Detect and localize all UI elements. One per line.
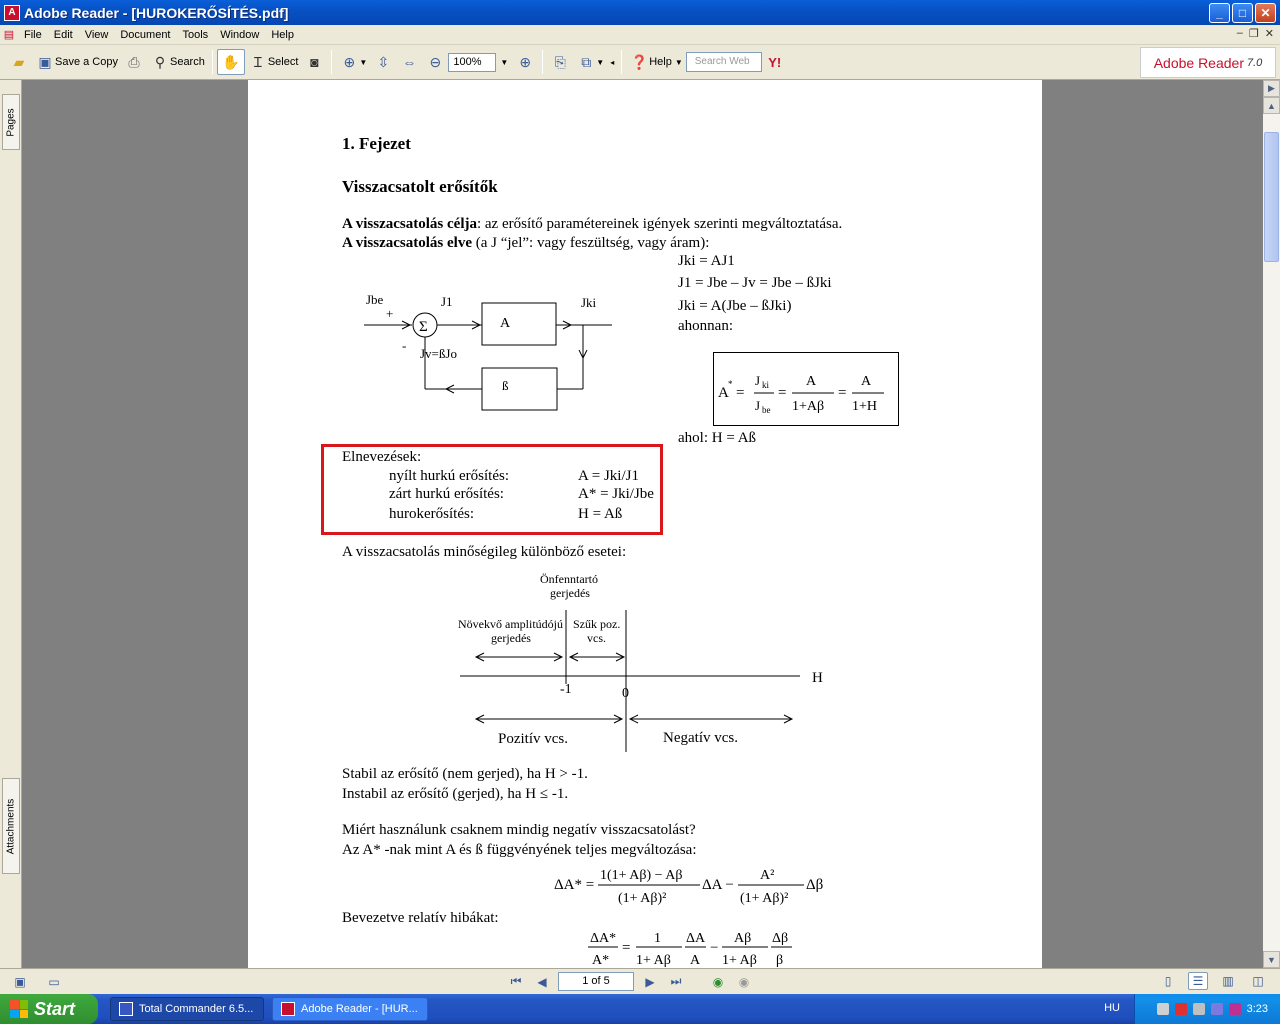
svg-text:Δβ: Δβ — [772, 931, 789, 946]
svg-text:−: − — [710, 940, 719, 956]
diagram-beta-block: ß — [502, 378, 509, 393]
svg-text:ΔA: ΔA — [686, 931, 706, 946]
toolbar — [0, 45, 1280, 80]
svg-text:A: A — [861, 374, 872, 389]
stable-text: Stabil az erősítő (nem gerjed), ha H > -1. — [342, 766, 588, 782]
svg-text:1+ Aβ: 1+ Aβ — [722, 953, 757, 968]
svg-text:(1+ Aβ)²: (1+ Aβ)² — [618, 891, 667, 906]
go-forward-icon[interactable]: ◉ — [738, 974, 750, 989]
aim-text: : az erősítő paramétereinek igények szerinti megváltoztatása. — [476, 216, 843, 232]
security-icon[interactable] — [1175, 1003, 1187, 1015]
principle-text: (a J “jel”: vagy feszültség, vagy áram): — [471, 235, 710, 251]
growing-label-1: Növekvő amplitúdójú — [458, 617, 563, 631]
svg-text:A²: A² — [760, 868, 775, 883]
adobe-reader-logo — [1140, 47, 1276, 78]
diagram-jbe-label: Jbe — [366, 292, 384, 307]
scroll-up-icon[interactable]: ▲ — [1263, 97, 1280, 114]
brand-version: 7.0 — [1247, 56, 1263, 69]
menu-document[interactable]: Document — [120, 28, 171, 41]
svg-text:A: A — [690, 953, 701, 968]
positive-feedback-label: Pozitív vcs. — [498, 731, 568, 747]
text-cursor-icon: Ɪ — [253, 53, 262, 70]
svg-text:ki: ki — [762, 380, 770, 390]
svg-text:=: = — [778, 385, 787, 401]
section-heading: Visszacsatolt erősítők — [342, 177, 498, 196]
axis-minus-one: -1 — [560, 682, 572, 697]
select-tool-button[interactable] — [245, 49, 302, 75]
chevron-down-icon: ▼ — [674, 57, 683, 67]
help-icon: ❓ — [630, 53, 648, 70]
aim-line — [342, 216, 842, 233]
brand-name: Adobe Reader — [1153, 54, 1244, 71]
diagram-jki-label: Jki — [581, 295, 597, 310]
principle-line — [342, 235, 709, 252]
attachments-tab[interactable] — [2, 778, 20, 874]
doc-restore-icon[interactable]: ❐ — [1248, 28, 1259, 40]
naming-label-closed: zárt hurkú erősítés: — [389, 486, 504, 502]
printer-icon: ⎙ — [128, 53, 140, 70]
growing-label-2: gerjedés — [491, 631, 531, 645]
print-button[interactable] — [121, 49, 147, 75]
pdf-page — [248, 80, 1042, 968]
svg-text:1+Aβ: 1+Aβ — [792, 399, 825, 414]
svg-text:=: = — [736, 385, 745, 401]
total-change-text: Az A* -nak mint A és ß függvényének teljes megváltozása: — [342, 842, 697, 858]
naming-value-open: A = Jki/J1 — [578, 468, 639, 484]
attachments-tab-label: Attachments — [5, 798, 17, 854]
toolbar-separator — [621, 50, 622, 74]
feedback-block-diagram — [358, 290, 618, 420]
taskbar-adobe-reader[interactable] — [272, 997, 428, 1021]
title-bar — [0, 0, 1280, 25]
save-copy-label: Save a Copy — [55, 56, 118, 68]
svg-text:Σ: Σ — [419, 319, 428, 335]
magnifier-icon: ⊕ — [343, 53, 356, 70]
folder-icon: ▰ — [13, 53, 25, 70]
svg-text:=: = — [838, 385, 847, 401]
svg-text:J: J — [755, 398, 761, 413]
ahol-text: ahol: H = Aß — [678, 430, 757, 446]
aim-bold: A visszacsatolás célja — [342, 216, 477, 232]
svg-text:Δβ: Δβ — [806, 877, 824, 893]
facing-icon[interactable]: ◫ — [1252, 974, 1264, 988]
scroll-right-icon[interactable]: ▶ — [1263, 80, 1280, 97]
diagram-jv-label: Jv=ßJo — [420, 346, 457, 361]
equation-1: Jki = AJ1 — [678, 253, 735, 269]
svg-text:A: A — [806, 374, 817, 389]
network-icon[interactable] — [1157, 1003, 1169, 1015]
hand-icon: ✋ — [222, 53, 240, 70]
taskbar — [0, 994, 1280, 1024]
closed-loop-gain-formula — [714, 353, 898, 425]
start-button[interactable] — [0, 994, 98, 1024]
task2-label: Adobe Reader - [HUR... — [301, 1003, 418, 1015]
single-page-icon[interactable]: ▯ — [1164, 974, 1172, 988]
taskbar-total-commander[interactable] — [110, 997, 264, 1021]
menu-view[interactable]: View — [84, 28, 109, 41]
bluetooth-icon[interactable] — [1229, 1003, 1241, 1015]
axis-zero: 0 — [622, 686, 629, 701]
diagram-j1-label: J1 — [441, 294, 453, 309]
menu-bar — [0, 25, 1280, 45]
continuous-icon[interactable]: ☰ — [1188, 972, 1208, 990]
search-web-input[interactable]: Search Web — [686, 52, 762, 72]
svg-text:1: 1 — [654, 931, 661, 946]
system-tray — [1134, 994, 1280, 1024]
chapter-heading: 1. Fejezet — [342, 134, 411, 153]
first-page-icon[interactable]: ⏮ — [510, 974, 522, 988]
task1-label: Total Commander 6.5... — [139, 1003, 254, 1015]
last-page-icon[interactable]: ⏭ — [670, 974, 682, 988]
menu-help[interactable]: Help — [271, 28, 294, 41]
rotate-icon: ⎘ — [554, 53, 566, 70]
adobe-reader-task-icon — [281, 1002, 295, 1016]
svg-text:=: = — [622, 940, 631, 956]
clock[interactable]: 3:23 — [1246, 1003, 1268, 1015]
language-indicator[interactable]: HU — [1104, 1002, 1120, 1014]
doc-close-icon[interactable]: ✕ — [1264, 28, 1274, 40]
principle-bold: A visszacsatolás elve — [342, 235, 472, 251]
continuous-facing-icon[interactable]: ▥ — [1222, 974, 1234, 988]
zoom-in-icon: ⊕ — [519, 53, 532, 70]
floppy-icon: ▣ — [38, 53, 52, 70]
minimize-button[interactable]: _ — [1209, 3, 1230, 23]
equation-2: J1 = Jbe – Jv = Jbe – ßJki — [678, 275, 832, 291]
relative-errors-text: Bevezetve relatív hibákat: — [342, 910, 499, 926]
volume-icon[interactable] — [1193, 1003, 1205, 1015]
why-question: Miért használunk csaknem mindig negatív visszacsatolást? — [342, 822, 696, 838]
svg-text:1(1+ Aβ) − Aβ: 1(1+ Aβ) − Aβ — [600, 868, 683, 883]
scroll-thumb[interactable] — [1264, 132, 1279, 262]
toolbar-separator — [212, 50, 213, 74]
document-view[interactable] — [22, 80, 1263, 968]
pages-tab[interactable] — [2, 94, 20, 150]
chevron-down-icon: ▼ — [596, 57, 605, 67]
search-label: Search — [169, 56, 205, 68]
page-size-icon[interactable]: ▭ — [48, 974, 60, 989]
diagram-a-block: A — [500, 316, 511, 331]
windows-logo-icon — [10, 1000, 28, 1018]
maximize-button[interactable]: □ — [1232, 3, 1253, 23]
page-layout-button[interactable] — [573, 49, 607, 75]
diagram-minus-sign: - — [402, 338, 407, 353]
svg-text:(1+ Aβ)²: (1+ Aβ)² — [740, 891, 789, 906]
fit-width-icon: ⇔ — [402, 54, 417, 70]
total-commander-icon — [119, 1002, 133, 1016]
zoom-out-icon: ⊖ — [429, 53, 442, 70]
self-osc-label-1: Önfenntartó — [540, 572, 598, 586]
toolbar-more-icon[interactable]: ◂ — [610, 57, 615, 67]
camera-icon: ◙ — [310, 54, 319, 70]
navigation-pane — [0, 80, 22, 968]
status-bar — [0, 968, 1280, 994]
help-label: Help — [649, 56, 672, 68]
hand-tool-button[interactable] — [217, 49, 245, 75]
menu-window[interactable]: Window — [220, 28, 260, 41]
svg-text:be: be — [762, 405, 771, 415]
actual-size-button[interactable] — [370, 49, 396, 75]
go-back-icon[interactable]: ◉ — [712, 974, 724, 989]
window-title: Adobe Reader - [HUROKERŐSÍTÉS.pdf] — [24, 4, 289, 21]
total-change-formula — [552, 858, 842, 908]
naming-label-loop: hurokerősítés: — [389, 506, 474, 522]
pages-tab-label: Pages — [5, 107, 17, 137]
diagram-plus-sign: + — [386, 306, 394, 321]
svg-text:*: * — [728, 379, 733, 389]
svg-text:ΔA*: ΔA* — [590, 931, 617, 946]
axis-h-label: H — [812, 670, 823, 686]
yahoo-button[interactable] — [762, 49, 788, 75]
svg-text:Aβ: Aβ — [734, 931, 752, 946]
open-button[interactable] — [6, 49, 32, 75]
menu-tools[interactable]: Tools — [182, 28, 209, 41]
ahonnan-text: ahonnan: — [678, 318, 733, 334]
svg-text:1+ Aβ: 1+ Aβ — [636, 953, 671, 968]
page-number-input[interactable]: 1 of 5 — [558, 972, 634, 991]
narrow-label-2: vcs. — [587, 631, 606, 645]
naming-value-closed: A* = Jki/Jbe — [578, 486, 654, 502]
zoom-in-button[interactable] — [512, 49, 538, 75]
menu-file[interactable]: File — [24, 28, 42, 41]
snapshot-button[interactable] — [301, 49, 327, 75]
start-label: Start — [34, 998, 76, 1019]
scroll-down-icon[interactable]: ▼ — [1263, 951, 1280, 968]
document-icon[interactable]: ▤ — [3, 29, 15, 41]
toolbar-separator — [331, 50, 332, 74]
save-copy-button[interactable] — [32, 49, 121, 75]
naming-label-open: nyílt hurkú erősítés: — [389, 468, 509, 484]
zoom-input[interactable]: 100% — [448, 53, 496, 72]
naming-value-loop: H = Aß — [578, 506, 623, 522]
binoculars-icon: ⚲ — [154, 53, 166, 70]
self-osc-label-2: gerjedés — [550, 586, 590, 600]
close-button[interactable]: ✕ — [1255, 3, 1276, 23]
help-button[interactable] — [626, 49, 686, 75]
svg-text:A: A — [718, 385, 729, 401]
next-page-icon[interactable]: ▶ — [645, 974, 655, 989]
yahoo-icon: Y! — [768, 54, 782, 70]
vertical-scrollbar[interactable] — [1263, 80, 1280, 968]
narrow-label-1: Szűk poz. — [573, 617, 621, 631]
adobe-reader-icon: A — [4, 5, 20, 21]
closed-loop-gain-box — [713, 352, 899, 426]
chevron-down-icon: ▼ — [359, 57, 368, 67]
svg-text:β: β — [776, 953, 784, 968]
cases-title: A visszacsatolás minőségileg különböző esetei: — [342, 544, 627, 560]
zoom-out-button[interactable] — [422, 49, 448, 75]
naming-title: Elnevezések: — [342, 449, 422, 465]
toolbar-separator — [542, 50, 543, 74]
menu-edit[interactable]: Edit — [53, 28, 73, 41]
relative-errors-formula — [588, 926, 818, 968]
pages-icon: ⧉ — [581, 53, 592, 70]
unstable-text: Instabil az erősítő (gerjed), ha H ≤ -1. — [342, 786, 569, 802]
negative-feedback-label: Negatív vcs. — [663, 730, 738, 746]
zoom-tool-button[interactable] — [336, 49, 370, 75]
svg-text:A*: A* — [592, 953, 610, 968]
previous-page-icon[interactable]: ◀ — [537, 974, 547, 989]
select-label: Select — [267, 56, 299, 68]
svg-text:J: J — [755, 373, 761, 388]
zoom-dropdown-icon[interactable]: ▼ — [500, 57, 509, 67]
svg-text:ΔA* =: ΔA* = — [554, 877, 595, 893]
actual-size-icon: ⇳ — [377, 53, 390, 70]
doc-minimize-icon[interactable]: ‒ — [1236, 27, 1243, 39]
toggle-pane-icon[interactable]: ▣ — [14, 974, 26, 989]
svg-text:1+H: 1+H — [852, 399, 878, 414]
equation-3: Jki = A(Jbe – ßJki) — [678, 298, 792, 314]
svg-text:ΔA −: ΔA − — [702, 877, 734, 893]
rotate-button[interactable] — [547, 49, 573, 75]
search-button[interactable] — [147, 49, 208, 75]
display-icon[interactable] — [1211, 1003, 1223, 1015]
fit-width-button[interactable] — [396, 49, 422, 75]
